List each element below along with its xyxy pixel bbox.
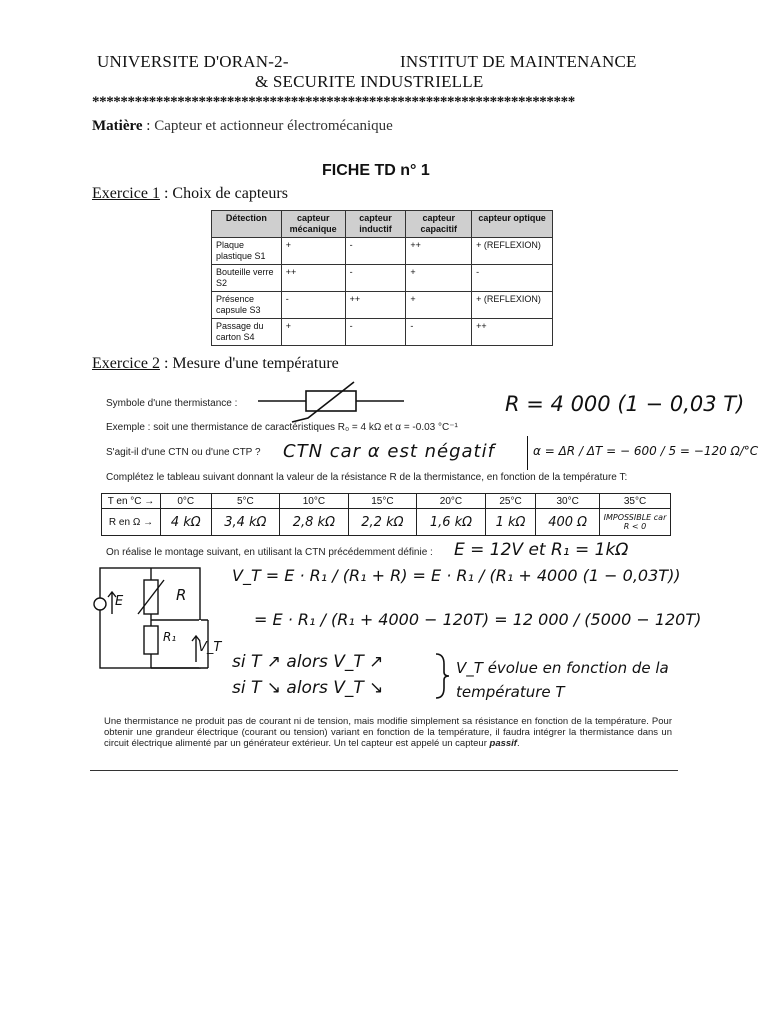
ctn-answer: CTN car α est négatif bbox=[283, 441, 495, 462]
resistance-cell: 2,8 kΩ bbox=[280, 509, 349, 536]
exercise1-title: : Choix de capteurs bbox=[159, 185, 288, 202]
resistance-cell: 1 kΩ bbox=[485, 509, 536, 536]
header-cell: Détection bbox=[212, 211, 282, 238]
circuit-label-r: R bbox=[176, 586, 187, 604]
resistance-cell: 4 kΩ bbox=[161, 509, 212, 536]
resistance-row bbox=[102, 509, 671, 536]
temp-cell: 15°C bbox=[348, 494, 417, 509]
exercise1-heading bbox=[92, 185, 288, 203]
header-cell: capteur capacitif bbox=[406, 211, 472, 238]
header-cell: capteur inductif bbox=[345, 211, 406, 238]
sensor-choice-table bbox=[211, 210, 553, 346]
header-cell: capteur mécanique bbox=[281, 211, 345, 238]
table-cell: Passage du carton S4 bbox=[212, 319, 282, 346]
passive-sensor-paragraph bbox=[104, 716, 672, 749]
equation-1: V_T = E · R₁ / (R₁ + R) = E · R₁ / (R₁ + 4000 (1 − 0,03T)) bbox=[232, 566, 681, 585]
temp-cell: 0°C bbox=[161, 494, 212, 509]
note-increase: si T ↗ alors V_T ↗ bbox=[232, 652, 384, 672]
note-decrease: si T ↘ alors V_T ↘ bbox=[232, 678, 384, 698]
answer-divider bbox=[527, 436, 528, 470]
exercise1-number: Exercice 1 bbox=[92, 185, 160, 202]
exercise2-heading bbox=[92, 355, 339, 373]
temp-cell: 25°C bbox=[485, 494, 536, 509]
paragraph-end: . bbox=[516, 738, 520, 749]
temp-cell: 10°C bbox=[280, 494, 349, 509]
montage-text: On réalise le montage suivant, en utilisant la CTN précédemment définie : bbox=[106, 547, 433, 558]
temp-cell: 35°C bbox=[600, 494, 671, 509]
symbol-label: Symbole d'une thermistance : bbox=[106, 398, 238, 409]
table-cell: + (REFLEXION) bbox=[472, 292, 553, 319]
star-divider: ******************************************************************** bbox=[92, 94, 575, 110]
exercise2-title: : Mesure d'une température bbox=[159, 355, 339, 372]
circuit-diagram-icon bbox=[90, 562, 220, 674]
paragraph-text: Une thermistance ne produit pas de courant ni de tension, mais modifie simplement sa résistance en fonction de la température. Pour obtenir une grandeur électrique (courant ou tension) variant en fonction de la température, il faudra intégrer la thermistance dans un circuit électrique alimenté par un générateur extérieur. Un tel capteur est appelé un capteur bbox=[104, 716, 672, 749]
table-cell: ++ bbox=[472, 319, 553, 346]
table-cell: Présence capsule S3 bbox=[212, 292, 282, 319]
circuit-label-r1: R₁ bbox=[163, 630, 177, 644]
table-cell: + bbox=[281, 238, 345, 265]
table-instruction: Complétez le tableau suivant donnant la valeur de la résistance R de la thermistance, en fonction de la température T: bbox=[106, 472, 628, 483]
institute-name-line2: & SECURITE INDUSTRIELLE bbox=[255, 72, 484, 91]
university-name: UNIVERSITE D'ORAN-2- bbox=[97, 52, 289, 71]
montage-values: E = 12V et R₁ = 1kΩ bbox=[454, 540, 629, 560]
table-cell: - bbox=[472, 265, 553, 292]
table-cell: ++ bbox=[406, 238, 472, 265]
table-row bbox=[212, 292, 553, 319]
subject-label: Matière bbox=[92, 118, 143, 134]
alpha-calculation: α = ΔR / ΔT = − 600 / 5 = −120 Ω/°C bbox=[533, 444, 759, 458]
resistance-formula: R = 4 000 (1 − 0,03 T) bbox=[505, 392, 745, 416]
temp-cell: 5°C bbox=[211, 494, 280, 509]
temp-cell: 20°C bbox=[417, 494, 486, 509]
table-cell: + (REFLEXION) bbox=[472, 238, 553, 265]
resistance-cell: 400 Ω bbox=[536, 509, 600, 536]
table-row bbox=[212, 265, 553, 292]
table-cell: - bbox=[345, 238, 406, 265]
subject-line bbox=[92, 118, 393, 135]
table-cell: + bbox=[281, 319, 345, 346]
resistance-cell: IMPOSSIBLE car R < 0 bbox=[600, 509, 671, 536]
fiche-title: FICHE TD n° 1 bbox=[322, 162, 430, 179]
table-cell: + bbox=[406, 292, 472, 319]
table-row bbox=[212, 238, 553, 265]
table-cell: - bbox=[345, 265, 406, 292]
bottom-divider bbox=[90, 770, 678, 771]
table-row bbox=[212, 319, 553, 346]
resistance-cell: 2,2 kΩ bbox=[348, 509, 417, 536]
row-label-resistance: R en Ω → bbox=[102, 509, 161, 536]
circuit-label-vt: V_T bbox=[198, 640, 222, 655]
table-cell: + bbox=[406, 265, 472, 292]
conclusion: V_T évolue en fonction de la température T bbox=[456, 659, 669, 701]
exercise2-number: Exercice 2 bbox=[92, 355, 160, 372]
circuit-label-e: E bbox=[115, 594, 124, 609]
temp-cell: 30°C bbox=[536, 494, 600, 509]
table-header-row bbox=[212, 211, 553, 238]
resistance-cell: 1,6 kΩ bbox=[417, 509, 486, 536]
row-label-temperature: T en °C → bbox=[102, 494, 161, 509]
table-cell: ++ bbox=[345, 292, 406, 319]
ctn-ctp-question: S'agit-il d'une CTN ou d'une CTP ? bbox=[106, 447, 261, 458]
resistance-cell: 3,4 kΩ bbox=[211, 509, 280, 536]
temperature-row bbox=[102, 494, 671, 509]
thermistance-symbol-icon bbox=[258, 378, 408, 428]
table-cell: - bbox=[406, 319, 472, 346]
paragraph-bold-word: passif bbox=[489, 738, 517, 749]
table-cell: Plaque plastique S1 bbox=[212, 238, 282, 265]
table-cell: ++ bbox=[281, 265, 345, 292]
subject-separator: : bbox=[142, 118, 155, 134]
header-cell: capteur optique bbox=[472, 211, 553, 238]
institute-name-line1: INSTITUT DE MAINTENANCE bbox=[400, 52, 637, 71]
table-cell: Bouteille verre S2 bbox=[212, 265, 282, 292]
equation-2: = E · R₁ / (R₁ + 4000 − 120T) = 12 000 / (5000 − 120T) bbox=[254, 610, 702, 629]
example-text: Exemple : soit une thermistance de caractéristiques R₀ = 4 kΩ et α = -0.03 °C⁻¹ bbox=[106, 422, 458, 433]
table-cell: - bbox=[345, 319, 406, 346]
table-cell: - bbox=[281, 292, 345, 319]
brace-icon bbox=[432, 652, 452, 700]
temperature-table bbox=[101, 493, 671, 536]
subject-value: Capteur et actionneur électromécanique bbox=[154, 118, 393, 134]
